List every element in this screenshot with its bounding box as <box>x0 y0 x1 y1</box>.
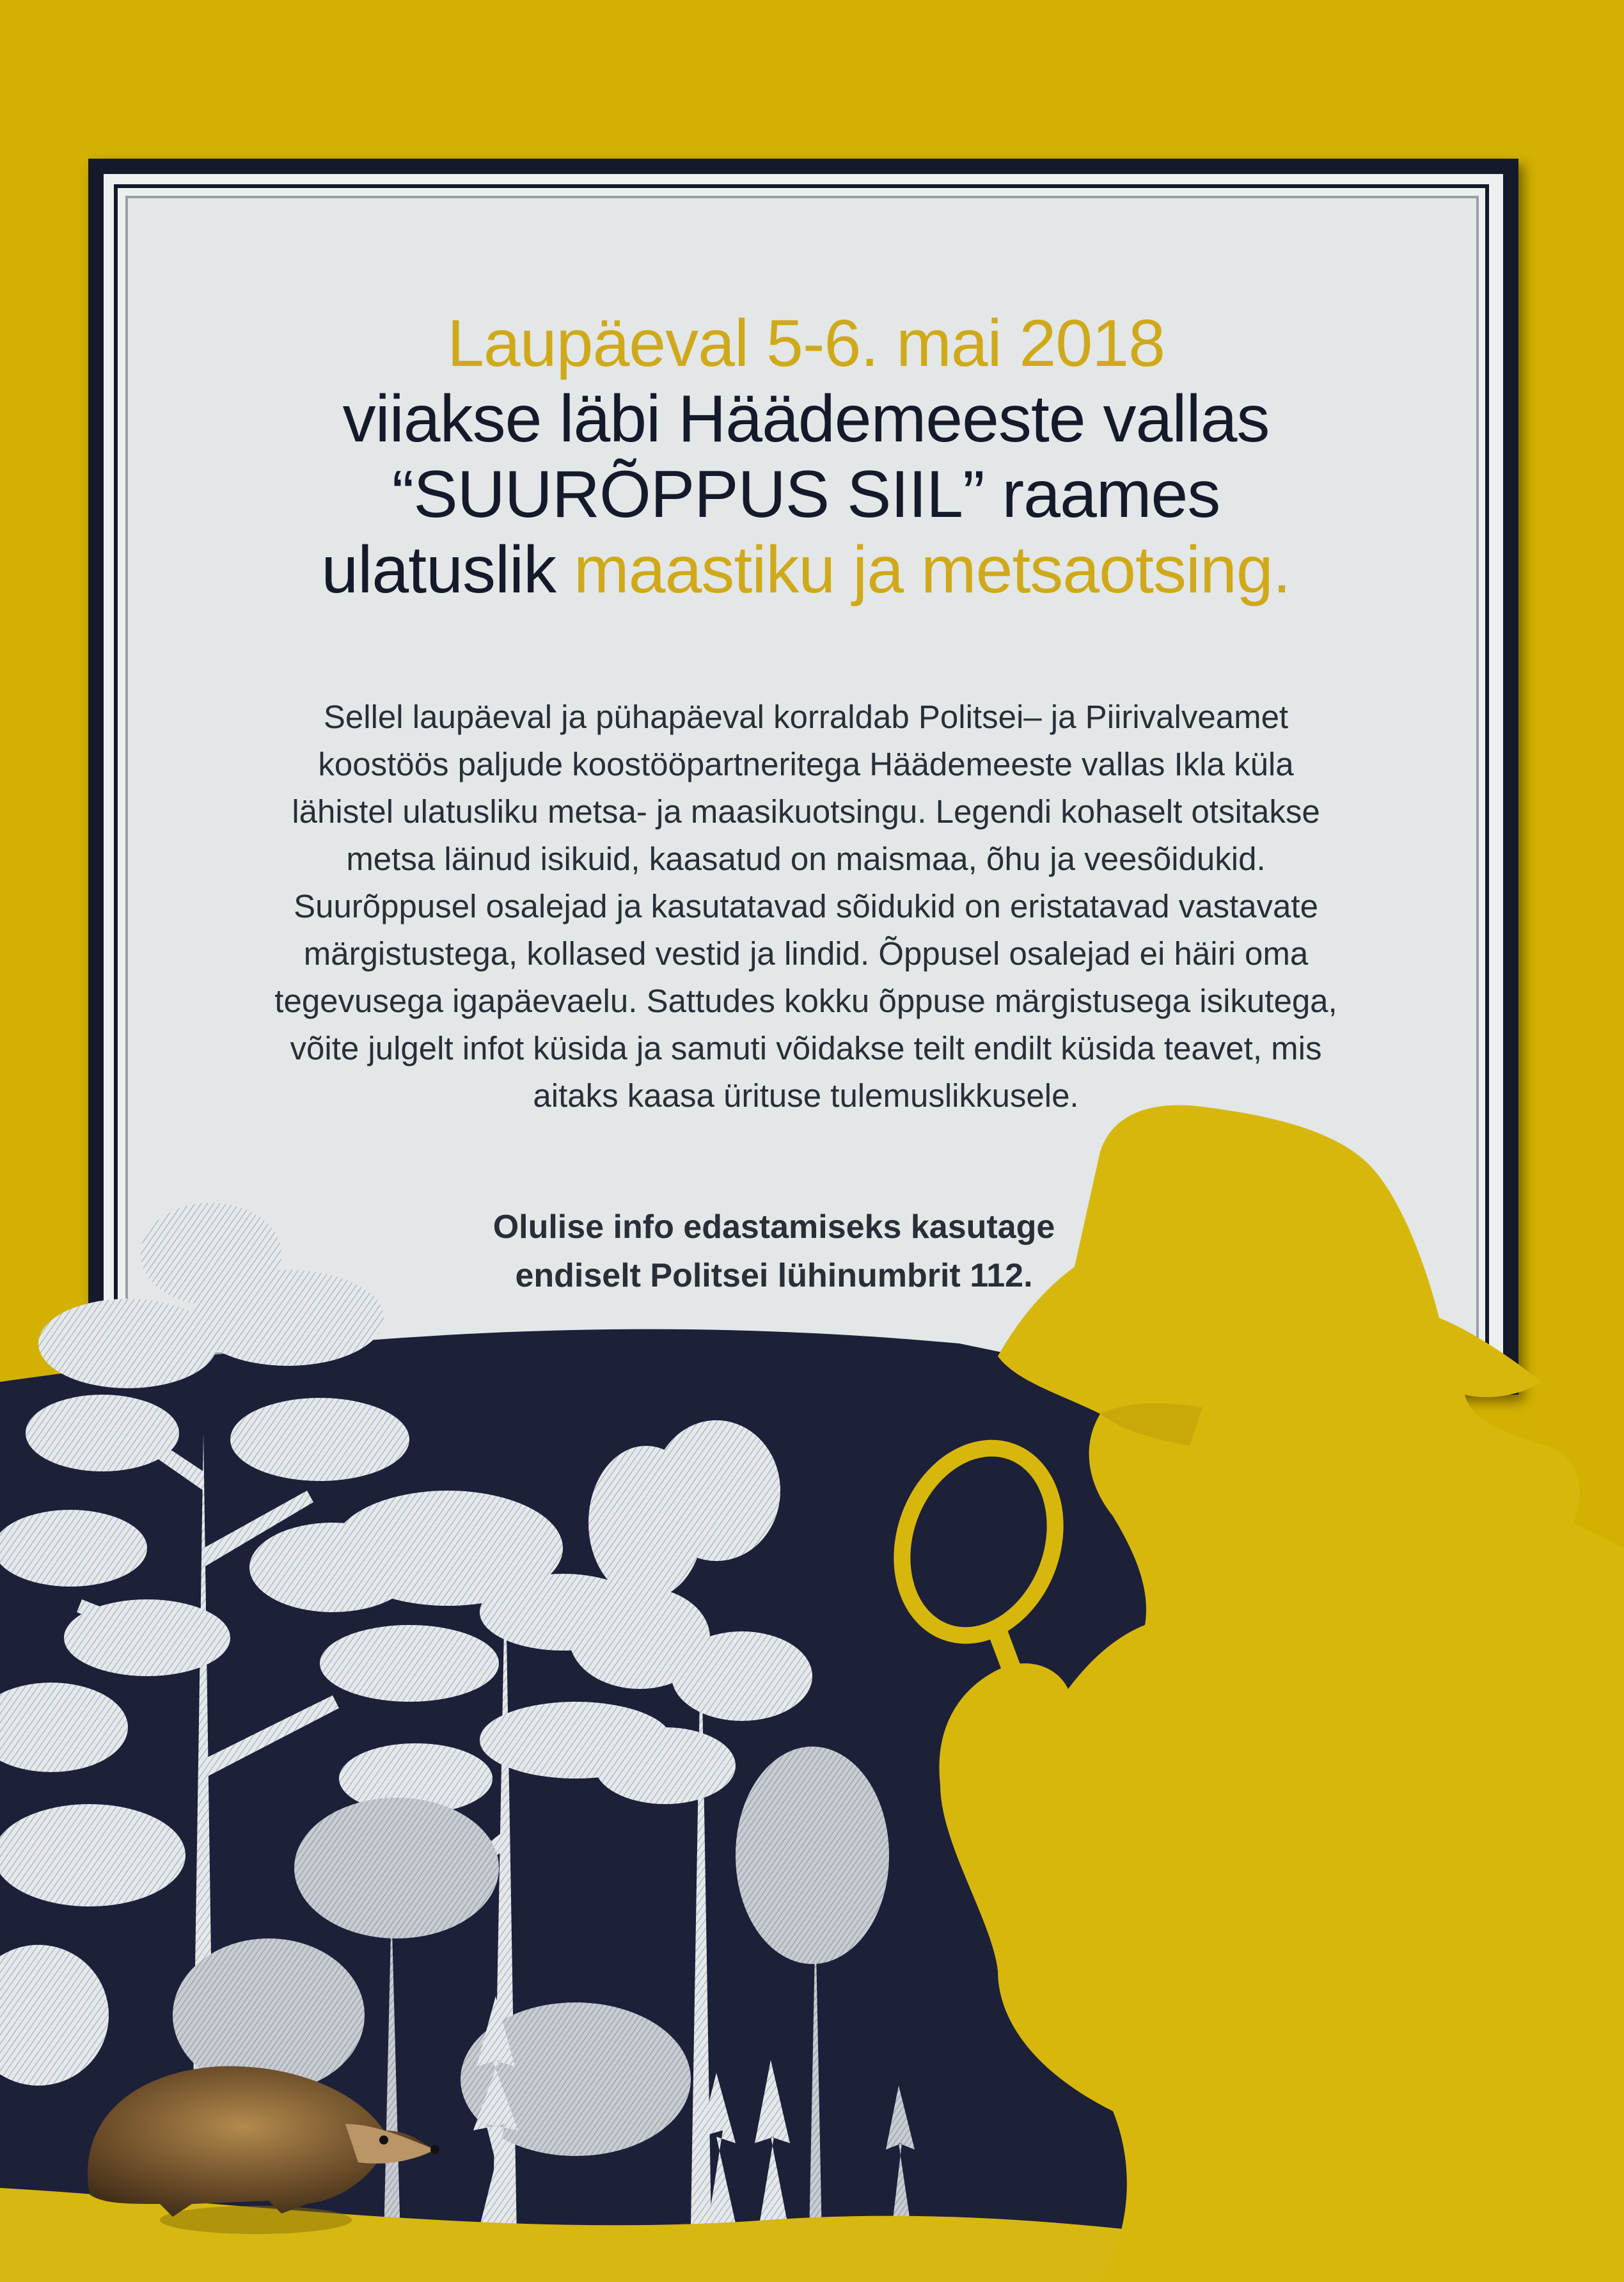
headline-line-4-accent: maastiku ja metsaotsing. <box>574 533 1291 607</box>
police-number-notice <box>416 1203 1132 1300</box>
headline-line-2: viiakse läbi Häädemeeste vallas <box>342 382 1270 456</box>
body-line: Suurõppusel osalejad ja kasutatavad sõidukid on eristatavad vastavate <box>294 888 1318 924</box>
headline-date: Laupäeval 5-6. mai 2018 <box>447 306 1165 381</box>
body-line: tegevusega igapäevaelu. Sattudes kokku õppuse märgistusega isikutega, <box>274 983 1337 1019</box>
notice-line-2: endiselt Politsei lühinumbrit 112. <box>515 1257 1033 1294</box>
body-line: lähistel ulatusliku metsa- ja maasikuotsingu. Legendi kohaselt otsitakse <box>292 793 1320 830</box>
headline-line-4-prefix: ulatuslik <box>321 533 574 607</box>
headline-line-3: “SUURÕPPUS SIIL” raames <box>391 457 1220 532</box>
body-line: märgistustega, kollased vestid ja lindid. Õppusel osalejad ei häiri oma <box>303 935 1309 972</box>
body-line: Sellel laupäeval ja pühapäeval korraldab Politsei– ja Piirivalveamet <box>323 699 1289 735</box>
body-line: aitaks kaasa ürituse tulemuslikkusele. <box>533 1077 1079 1114</box>
body-paragraph <box>166 693 1446 1120</box>
notice-line-1: Olulise info edastamiseks kasutage <box>493 1208 1055 1246</box>
body-line: koostöös paljude koostööpartneritega Häädemeeste vallas Ikla küla <box>318 746 1294 782</box>
body-line: võite julgelt infot küsida ja samuti võidakse teilt endilt küsida teavet, mis <box>290 1030 1322 1066</box>
body-line: metsa läinud isikuid, kaasatud on maismaa, õhu ja veesõidukid. <box>346 841 1266 877</box>
